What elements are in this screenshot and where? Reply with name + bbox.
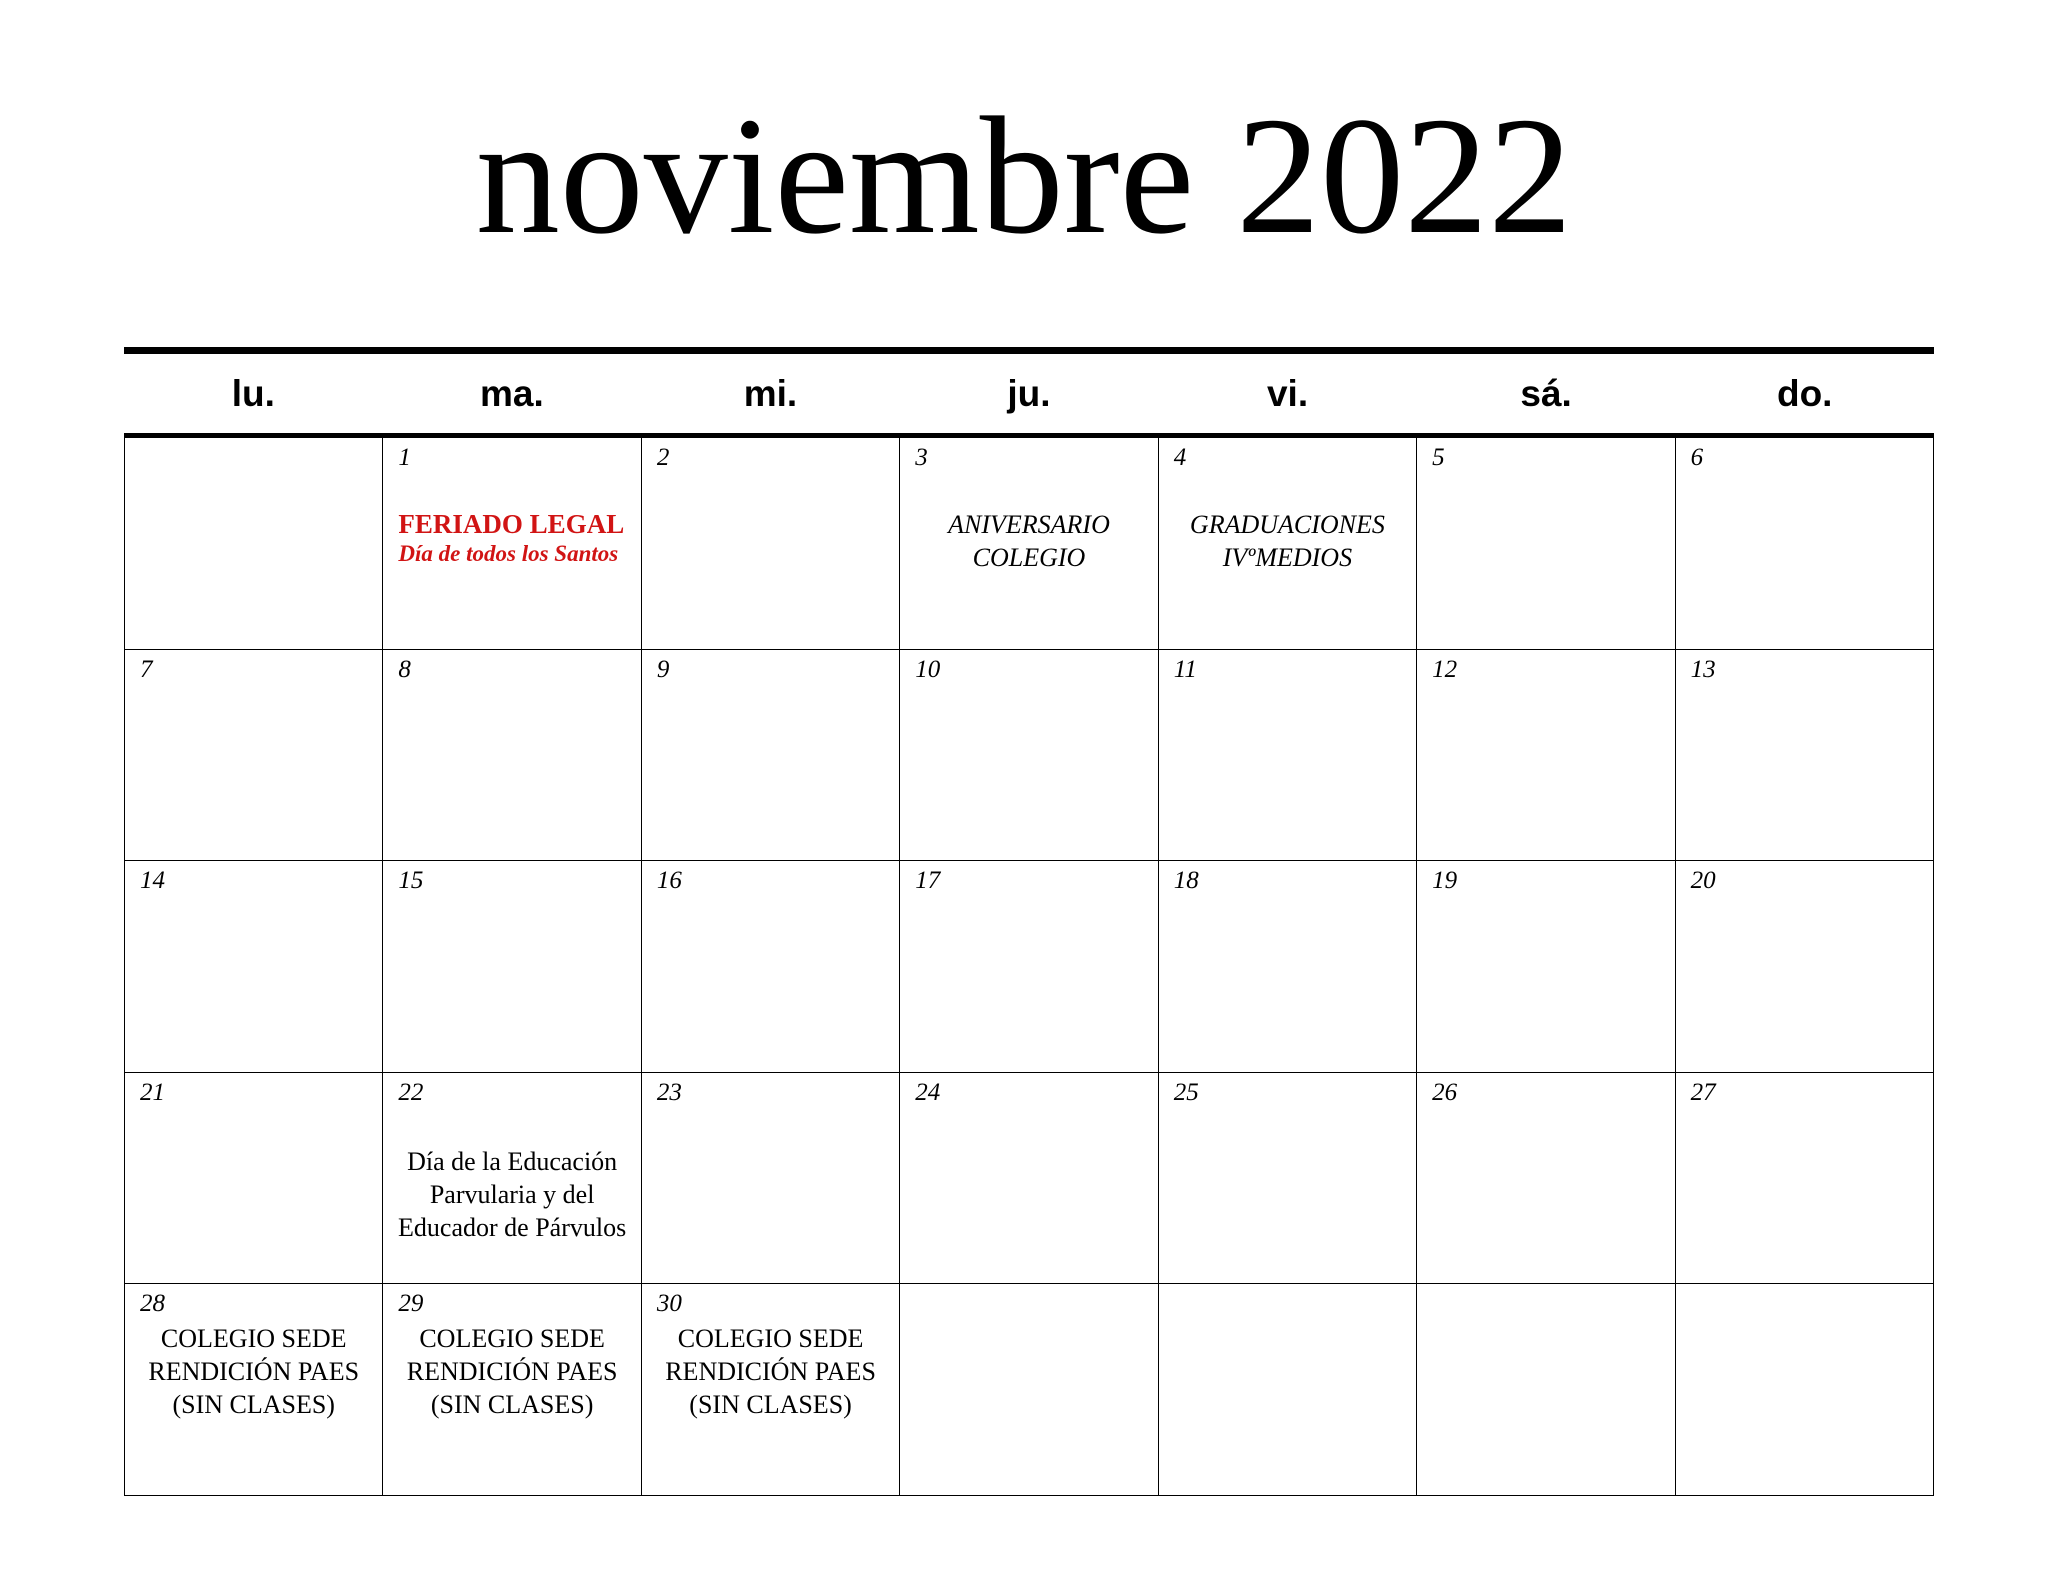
holiday-title: FERIADO LEGAL bbox=[398, 509, 625, 539]
day-cell-empty bbox=[1676, 1284, 1934, 1496]
holiday-event bbox=[398, 508, 624, 567]
holiday-subtitle: Día de todos los Santos bbox=[398, 541, 619, 566]
day-number: 3 bbox=[915, 444, 928, 471]
day-number: 11 bbox=[1173, 655, 1197, 683]
day-cell-2[interactable] bbox=[642, 438, 900, 650]
day-cell-29[interactable] bbox=[383, 1284, 641, 1496]
day-number: 21 bbox=[140, 1078, 165, 1106]
paes-event: COLEGIO SEDE RENDICIÓN PAES (SIN CLASES) bbox=[148, 1324, 360, 1420]
day-cell-14[interactable] bbox=[125, 861, 383, 1073]
day-cell-empty bbox=[1417, 1284, 1675, 1496]
day-number: 5 bbox=[1432, 444, 1445, 471]
day-cell-24[interactable] bbox=[900, 1073, 1158, 1285]
day-number: 16 bbox=[656, 867, 682, 895]
anniversary-event: ANIVERSARIO COLEGIO bbox=[948, 510, 1110, 572]
day-cell-4[interactable] bbox=[1159, 438, 1417, 650]
day-number: 2 bbox=[656, 444, 670, 471]
day-number: 26 bbox=[1432, 1078, 1458, 1106]
top-rule bbox=[124, 347, 1934, 354]
day-cell-9[interactable] bbox=[642, 650, 900, 862]
day-number: 24 bbox=[915, 1078, 941, 1106]
day-number: 13 bbox=[1690, 655, 1716, 683]
weekday-header bbox=[124, 354, 1934, 433]
weekday-friday: vi. bbox=[1266, 372, 1309, 414]
day-number: 8 bbox=[398, 655, 411, 683]
day-cell-13[interactable] bbox=[1676, 650, 1934, 862]
day-number: 18 bbox=[1173, 867, 1199, 895]
day-cell-18[interactable] bbox=[1159, 861, 1417, 1073]
day-cell-19[interactable] bbox=[1417, 861, 1675, 1073]
day-number: 6 bbox=[1690, 444, 1704, 471]
day-number: 15 bbox=[398, 867, 424, 895]
day-cell-22[interactable] bbox=[383, 1073, 641, 1285]
day-number: 29 bbox=[398, 1290, 424, 1318]
day-cell-1[interactable] bbox=[383, 438, 641, 650]
day-number: 28 bbox=[140, 1290, 165, 1318]
day-number: 7 bbox=[140, 655, 153, 683]
day-cell-27[interactable] bbox=[1676, 1073, 1934, 1285]
paes-event: COLEGIO SEDE RENDICIÓN PAES (SIN CLASES) bbox=[665, 1324, 876, 1420]
day-cell-30[interactable] bbox=[642, 1284, 900, 1496]
day-cell-10[interactable] bbox=[900, 650, 1158, 862]
day-number: 19 bbox=[1432, 867, 1458, 895]
day-cell-21[interactable] bbox=[125, 1073, 383, 1285]
day-cell-26[interactable] bbox=[1417, 1073, 1675, 1285]
weekday-wednesday: mi. bbox=[743, 372, 798, 414]
day-number: 20 bbox=[1690, 867, 1716, 895]
day-number: 1 bbox=[398, 444, 411, 471]
day-number: 25 bbox=[1173, 1078, 1199, 1106]
day-cell-15[interactable] bbox=[383, 861, 641, 1073]
day-cell-11[interactable] bbox=[1159, 650, 1417, 862]
day-number: 22 bbox=[398, 1078, 424, 1106]
weekday-thursday: ju. bbox=[1007, 372, 1051, 414]
day-number: 10 bbox=[915, 655, 941, 683]
day-cell-8[interactable] bbox=[383, 650, 641, 862]
graduations-event: GRADUACIONES IVºMEDIOS bbox=[1189, 510, 1385, 572]
weekday-monday: lu. bbox=[231, 372, 275, 414]
day-number: 17 bbox=[915, 867, 941, 895]
day-cell-20[interactable] bbox=[1676, 861, 1934, 1073]
calendar-grid bbox=[124, 438, 1934, 1496]
day-cell-17[interactable] bbox=[900, 861, 1158, 1073]
day-cell-empty bbox=[125, 438, 383, 650]
weekday-saturday: sá. bbox=[1520, 372, 1572, 414]
day-number: 30 bbox=[656, 1290, 682, 1318]
day-cell-28[interactable] bbox=[125, 1284, 383, 1496]
day-cell-5[interactable] bbox=[1417, 438, 1675, 650]
day-number: 14 bbox=[140, 867, 165, 895]
page-title: noviembre 2022 bbox=[475, 83, 1573, 269]
day-number: 12 bbox=[1432, 655, 1458, 683]
day-cell-empty bbox=[900, 1284, 1158, 1496]
day-cell-16[interactable] bbox=[642, 861, 900, 1073]
day-cell-3[interactable] bbox=[900, 438, 1158, 650]
day-cell-23[interactable] bbox=[642, 1073, 900, 1285]
day-number: 9 bbox=[656, 655, 670, 683]
weekday-tuesday: ma. bbox=[479, 372, 544, 414]
day-cell-6[interactable] bbox=[1676, 438, 1934, 650]
day-number: 27 bbox=[1690, 1078, 1716, 1106]
day-cell-12[interactable] bbox=[1417, 650, 1675, 862]
day-cell-7[interactable] bbox=[125, 650, 383, 862]
day-cell-empty bbox=[1159, 1284, 1417, 1496]
paes-event: COLEGIO SEDE RENDICIÓN PAES (SIN CLASES) bbox=[406, 1324, 618, 1420]
parvularia-event: Día de la Educación Parvularia y del Educador de Párvulos bbox=[398, 1146, 627, 1242]
weekday-sunday: do. bbox=[1776, 372, 1833, 414]
day-cell-25[interactable] bbox=[1159, 1073, 1417, 1285]
day-number: 23 bbox=[656, 1078, 682, 1106]
day-number: 4 bbox=[1173, 444, 1187, 471]
